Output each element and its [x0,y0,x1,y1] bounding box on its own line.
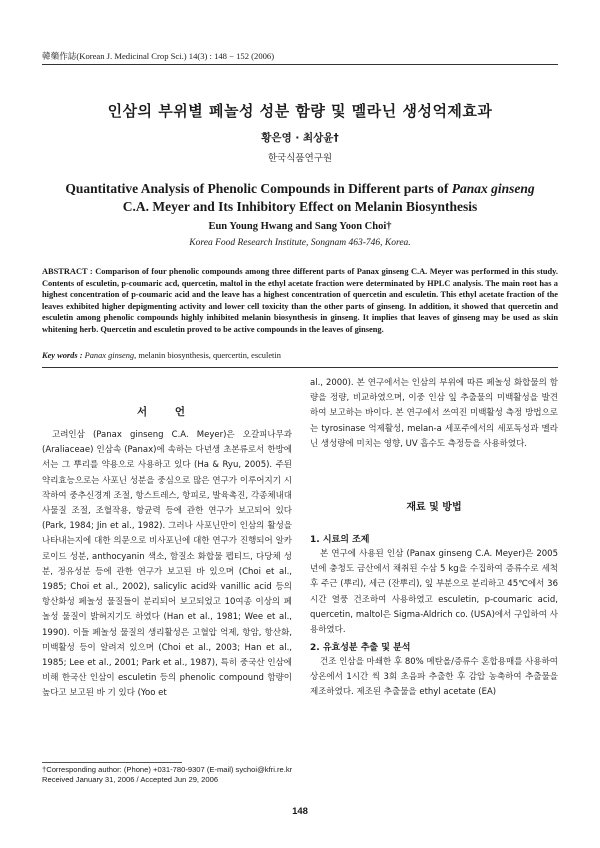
page-number: 148 [292,806,308,817]
abstract-label: ABSTRACT : [42,267,96,276]
methods-heading: 재료 및 방법 [406,502,462,513]
subsection-2-body [310,655,558,701]
subsection-1-heading: 1. 시료의 조제 [310,535,370,545]
abstract [42,266,558,336]
english-title-line2: C.A. Meyer and Its Inhibitory Effect on Melanin Biosynthesis [122,199,478,214]
english-title [0,180,600,216]
keywords-italic: Panax ginseng [84,351,135,360]
keywords-rest: , melanin biosynthesis, quercertin, esculetin [134,351,281,360]
intro-paragraph: 고려인삼 (Panax ginseng C.A. Meyer)은 오갈피나무과 (Araliaceae) 인삼속 (Panax)에 속하는 다년생 초본류로서 한방에서는 그 뿌리를 약용으로 사용하고 있다 (Ha & Ryu, 2005). 주된 약리효능으로는 사포닌 성분을 중심으로 많은 연구가 이루어지기 시작하여 중추신경계 조절, 항스트레스, 항피로, 발육촉진, 각종체내대사물질 조절, 조혈작용, 항균력 등에 관한 연구가 보고되어 있다 (Park, 1984; Jin et al., 1982). 그러나 사포닌만이 인삼의 활성을 나타내는지에 대한 의문으로 비사포닌에 대한 연구가 진행되어 알카로이드 성분, anthocyanin 색소, 함질소 화합물 펩티드, 다당체 성분, 정유성분 등에 관한 연구가 보고된 바 있으며 (Choi et al., 1985; Choi et al., 2002), salicylic acid와 vanillic acid 등의 항산화성 페놀성 물질들이 분리되어 보고되었고 10여종 이상의 페놀성 물질이 밝혀지기도 하였다 (Han et al., 1981; Wee et al., 1990). 이들 페놀성 물질의 생리활성은 고혈압 억제, 항암, 항산화, 미백활성 등이 알려져 있으며 (Choi et al., 2003; Han et al., 1985; Lee et al., 2001; Park et al., 1987), 특히 중국산 인삼에 비해 한국산 인삼이 esculetin 등의 phenolic compound 함량이 높다고 보고된 바 기 있다 (Yoo et [42,430,292,699]
intro-right-column [310,376,558,452]
subsection-1-body [310,547,558,638]
keywords [42,351,558,360]
footnote-contact: †Corresponding author: (Phone) +031-780-9307 (E-mail) sychoi@kfri.re.kr [42,765,293,774]
footnote-dates: Received January 31, 2006 / Accepted Jun 29, 2006 [42,775,219,785]
english-authors: Eun Young Hwang and Sang Yoon Choi† [208,221,392,232]
subsection-2-paragraph: 건조 인삼을 마쇄한 후 80% 메탄올/증류수 혼합용매를 사용하여 상온에서 1시간 씩 3회 초음파 추출한 후 감압 농축하여 추출물을 제조하였다. 제조된 추출물을 ethyl acetate (EA) [310,657,558,698]
english-title-line1: Quantitative Analysis of Phenolic Compounds in Different parts of [65,181,452,196]
intro-heading: 서 언 [137,406,197,418]
intro-left-column [42,428,292,702]
abstract-text: Comparison of four phenolic compounds among three different parts of Panax ginseng C.A. Meyer was performed in this study. Contents of esculetin, p-coumaric acd, quercetin, maltol in the ethyl acetate fraction were determinated by HPLC analysis. The main root has a highest concentration of p-coumaric acid and the leave has a highest concentration of quercetin and esculetin. This ethyl acetate fraction of the leaves exhibited higher depigmenting activity and lower cell toxicity than the other parts of ginseng. In addition, it showed that quercetin and esculetin among phenolic compounds highly inhibited melanin biosynthesis in ginseng. It implies that leaves of ginseng may be used as skin whitening herb. Quercetin and esculetin proved to be active compounds in the leaves of ginseng. [42,267,558,334]
keywords-label: Key words : [42,351,85,360]
korean-affiliation: 한국식품연구원 [267,153,333,164]
english-affiliation: Korea Food Research Institute, Songnam 463-746, Korea. [189,238,411,248]
subsection-1-paragraph: 본 연구에 사용된 인삼 (Panax ginseng C.A. Meyer)은 2005 년에 충청도 금산에서 채취된 수삼 5 kg을 수집하여 증류수로 세척 후 주근 (뿌리), 세근 (잔뿌리), 잎 부분으로 분리하고 45℃에서 36시간 열풍 건조하여 사용하였고 esculetin, p-coumaric acid, quercetin, maltol은 Sigma-Aldrich co. (USA)에서 구입하여 사용하였다. [310,549,558,636]
header-rule [42,64,558,65]
korean-title: 인삼의 부위별 페놀성 성분 함량 및 멜라닌 생성억제효과 [107,102,493,120]
korean-authors: 황은영 · 최상윤† [261,132,339,144]
abstract-rule [42,367,558,368]
footnote [42,765,292,786]
english-title-species: Panax ginseng [451,181,535,196]
footnote-rule [42,762,182,763]
journal-header: 韓藥作誌(Korean J. Medicinal Crop Sci.) 14(3) : 148 − 152 (2006) [42,51,275,61]
intro-continued-paragraph: al., 2000). 본 연구에서는 인삼의 부위에 따른 페놀성 화합물의 함량을 정량, 비교하였으며, 이중 인삼 잎 추출물의 미백활성을 발견하여 보고하는 바이다. 본 연구에서 쓰여진 미백활성 측정 방법으로는 tyrosinase 억제활성, melan-a 세포주에서의 세포독성과 멜라닌 생성량에 미치는 영향, UV 흡수도 측정등을 사용하였다. [310,378,558,449]
subsection-2-heading: 2. 유효성분 추출 및 분석 [310,643,411,653]
